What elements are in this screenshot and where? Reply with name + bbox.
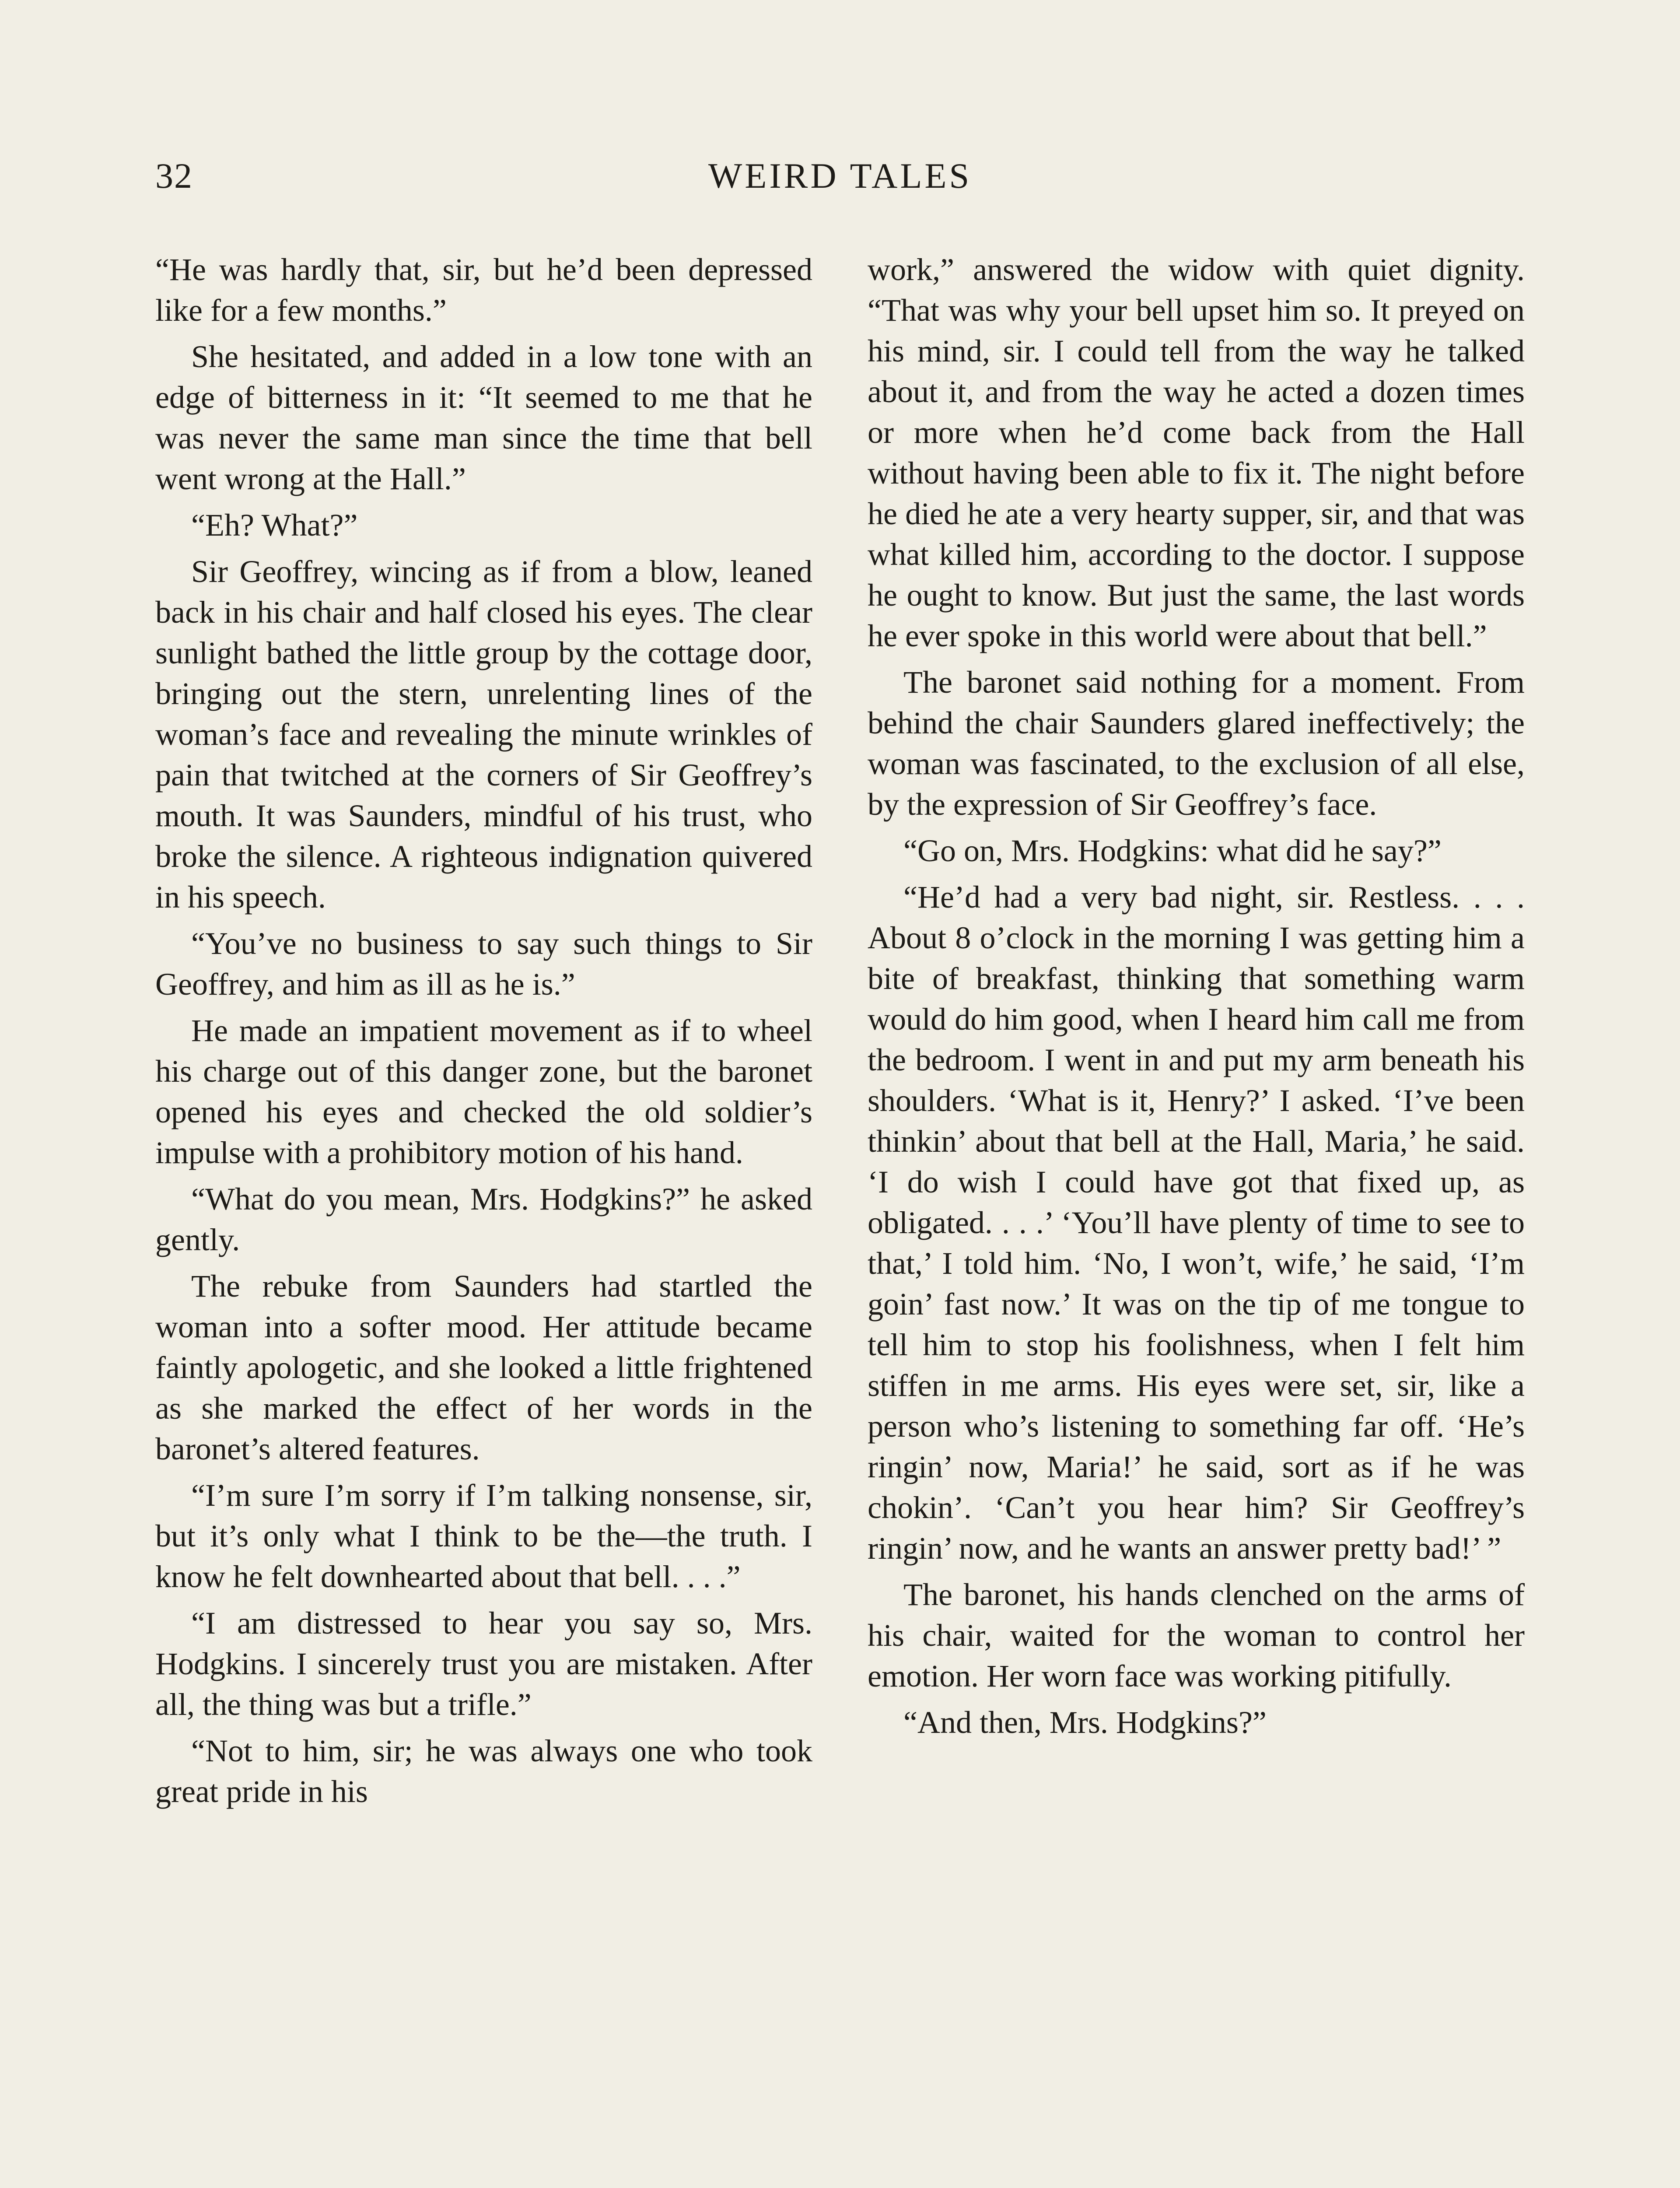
paragraph: “He’d had a very bad night, sir. Restless. . . . About 8 o’clock in the morning I was getting him a bite of breakfast, thinking that something warm would do him good, when I heard him call me from the bedroom. I went in and put my arm beneath his shoulders. ‘What is it, Henry?’ I asked. ‘I’ve been thinkin’ about that bell at the Hall, Maria,’ he said. ‘I do wish I could have got that fixed up, as obligated. . . .’ ‘You’ll have plenty of time to see to that,’ I told him. ‘No, I won’t, wife,’ he said, ‘I’m goin’ fast now.’ It was on the tip of me tongue to tell him to stop his foolishness, when I felt him stiffen in me arms. His eyes were set, sir, like a person who’s listening to something far off. ‘He’s ringin’ now, Maria!’ he said, sort as if he was chokin’. ‘Can’t you hear him? Sir Geoffrey’s ringin’ now, and he wants an answer pretty bad!’ ” bbox=[868, 880, 1525, 1566]
page-number: 32 bbox=[155, 156, 193, 196]
page-header bbox=[155, 155, 1525, 208]
right-column bbox=[868, 249, 1525, 2188]
paragraph: “I am distressed to hear you say so, Mrs. Hodgkins. I sincerely trust you are mistaken. After all, the thing was but a trifle.” bbox=[155, 1606, 812, 1722]
paragraph: Sir Geoffrey, wincing as if from a blow, leaned back in his chair and half closed his eyes. The clear sunlight bathed the little group by the cottage door, bringing out the stern, unrelenting lines of the woman’s face and revealing the minute wrinkles of pain that twitched at the corners of Sir Geoffrey’s mouth. It was Saunders, mindful of his trust, who broke the silence. A righteous indignation quivered in his speech. bbox=[155, 554, 812, 915]
paragraph: “Eh? What?” bbox=[191, 508, 358, 543]
left-column bbox=[155, 249, 812, 2188]
text-columns bbox=[155, 249, 1525, 2188]
paragraph: “He was hardly that, sir, but he’d been depressed like for a few months.” bbox=[155, 252, 812, 328]
running-title: WEIRD TALES bbox=[708, 156, 972, 196]
paragraph: The rebuke from Saunders had startled the woman into a softer mood. Her attitude became faintly apologetic, and she looked a little frightened as she marked the effect of her words in the baronet’s altered features. bbox=[155, 1269, 812, 1466]
paragraph: She hesitated, and added in a low tone with an edge of bitterness in it: “It seemed to me that he was never the same man since the time that bell went wrong at the Hall.” bbox=[155, 339, 812, 496]
paragraph: The baronet, his hands clenched on the arms of his chair, waited for the woman to control her emotion. Her worn face was working pitifully. bbox=[868, 1577, 1525, 1694]
paragraph: work,” answered the widow with quiet dignity. “That was why your bell upset him so. It preyed on his mind, sir. I could tell from the way he talked about it, and from the way he acted a dozen times or more when he’d come back from the Hall without having been able to fix it. The night before he died he ate a very hearty supper, sir, and that was what killed him, according to the doctor. I suppose he ought to know. But just the same, the last words he ever spoke in this world were about that bell.” bbox=[868, 252, 1525, 653]
paragraph: “Not to him, sir; he was always one who took great pride in his bbox=[155, 1733, 812, 1809]
paragraph: He made an impatient movement as if to wheel his charge out of this danger zone, but the baronet opened his eyes and checked the old soldier’s impulse with a prohibitory motion of his hand. bbox=[155, 1013, 812, 1170]
paragraph: “And then, Mrs. Hodgkins?” bbox=[903, 1705, 1267, 1740]
paragraph: “You’ve no business to say such things to Sir Geoffrey, and him as ill as he is.” bbox=[155, 926, 812, 1002]
paragraph: The baronet said nothing for a moment. From behind the chair Saunders glared ineffectively; the woman was fascinated, to the exclusion of all else, by the expression of Sir Geoffrey’s face. bbox=[868, 665, 1525, 822]
paragraph: “What do you mean, Mrs. Hodgkins?” he asked gently. bbox=[155, 1182, 812, 1257]
paragraph: “Go on, Mrs. Hodgkins: what did he say?” bbox=[903, 833, 1442, 868]
paragraph: “I’m sure I’m sorry if I’m talking nonsense, sir, but it’s only what I think to be the—the truth. I know he felt downhearted about that bell. . . .” bbox=[155, 1478, 812, 1594]
